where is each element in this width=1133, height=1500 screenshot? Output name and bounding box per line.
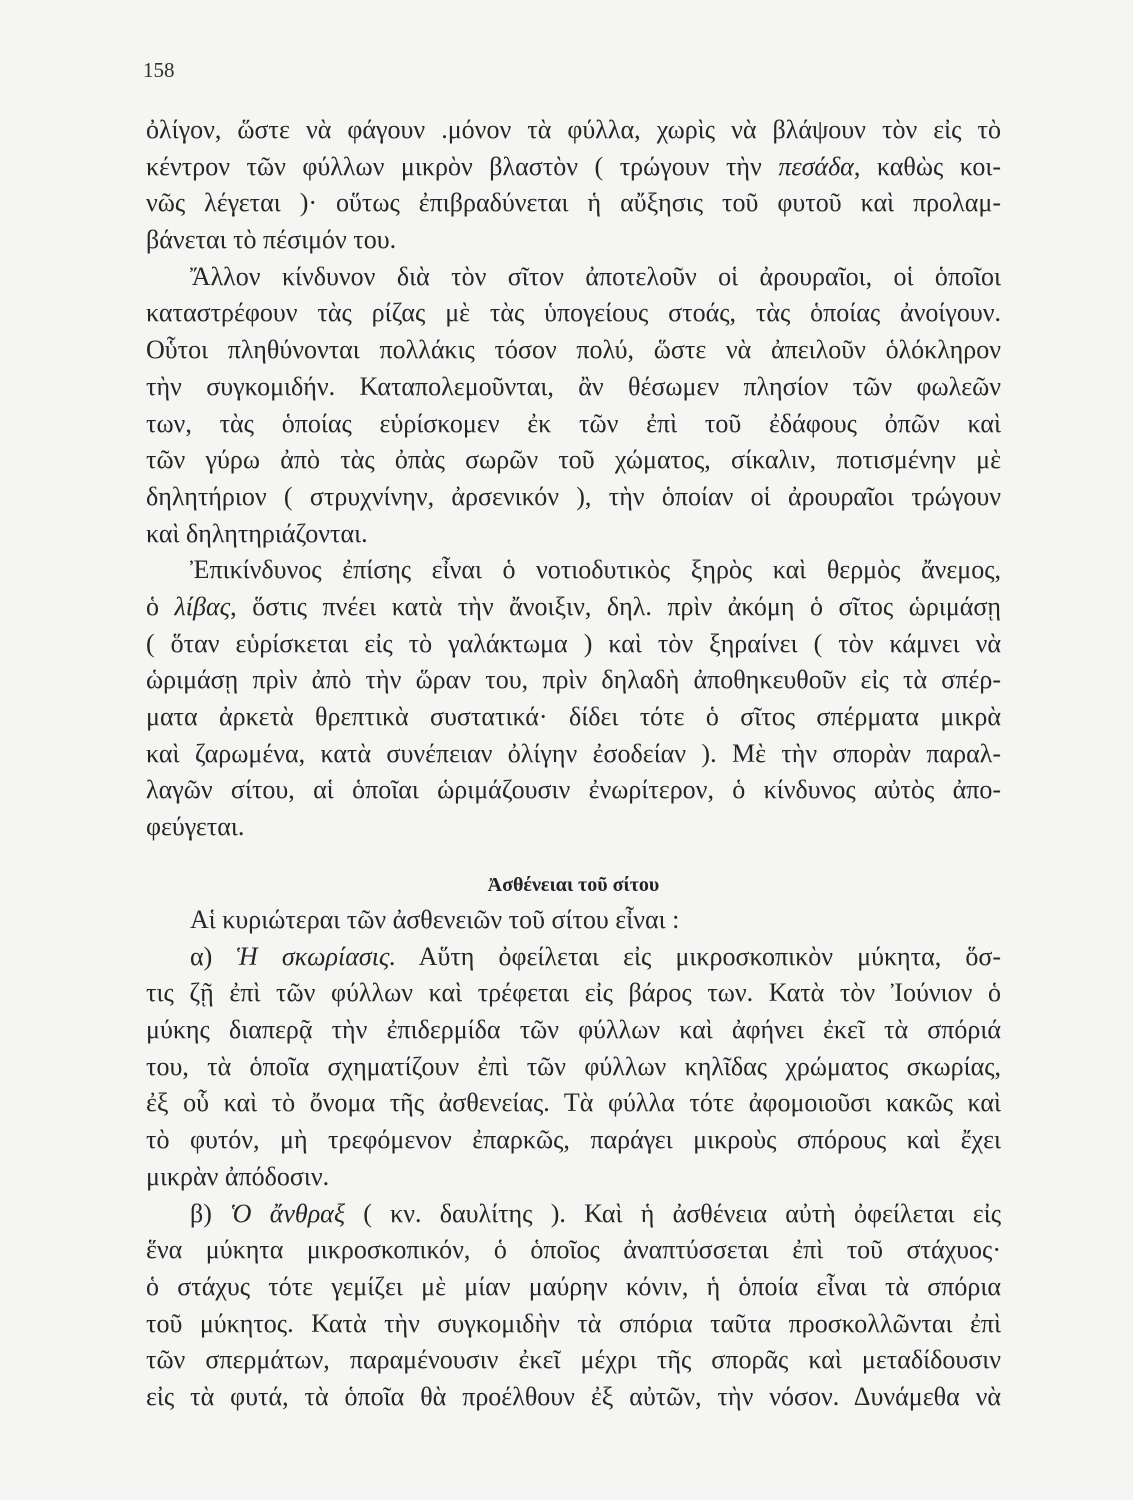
section-heading: Ἀσθένειαι τοῦ σίτου	[487, 874, 660, 896]
text-line: ὁ στάχυς τότε γεμίζει μὲ μίαν μαύρην κόνιν, ἡ ὁποία εἶναι τὰ σπόρια	[146, 1271, 1001, 1301]
italic-term: πεσάδα	[778, 151, 854, 181]
text-line: των, τὰς ὁποίας εὑρίσκομεν ἐκ τῶν ἐπὶ τοῦ ἐδάφους ὀπῶν καὶ	[146, 408, 1001, 438]
italic-term: Ὁ ἄνθραξ	[230, 1198, 345, 1228]
text-line: τὸ φυτόν, μὴ τρεφόμενον ἐπαρκῶς, παράγει μικροὺς σπόρους καὶ ἔχει	[146, 1125, 1001, 1155]
italic-term: λίβας	[174, 591, 231, 621]
text-line: τις ζῇ ἐπὶ τῶν φύλλων καὶ τρέφεται εἰς βάρος των. Κατὰ τὸν Ἰούνιον ὁ	[146, 978, 1001, 1008]
text-line: του, τὰ ὁποῖα σχηματίζουν ἐπὶ τῶν φύλλων κηλῖδας χρώματος σκωρίας,	[146, 1051, 1001, 1081]
text-line: τοῦ μύκητος. Κατὰ τὴν συγκομιδὴν τὰ σπόρια ταῦτα προσκολλῶνται ἐπὶ	[146, 1308, 1001, 1338]
text-line: Οὗτοι πληθύνονται πολλάκις τόσον πολύ, ὥστε νὰ ἀπειλοῦν ὁλόκληρον	[146, 335, 1001, 365]
text-line: Ἄλλον κίνδυνον διὰ τὸν σῖτον ἀποτελοῦν οἱ ἀρουραῖοι, οἱ ὁποῖοι	[190, 261, 1001, 291]
text-line	[146, 1196, 1001, 1233]
text-segment: ( κν. δαυλίτης ). Καὶ ἡ ἀσθένεια αὐτὴ ὀφείλεται εἰς	[344, 1198, 1001, 1228]
text-line: καὶ ζαρωμένα, κατὰ συνέπειαν ὀλίγην ἐσοδείαν ). Μὲ τὴν σπορὰν παραλ-	[146, 738, 1001, 768]
text-line: τῶν γύρω ἀπὸ τὰς ὀπὰς σωρῶν τοῦ χώματος, σίκαλιν, ποτισμένην μὲ	[146, 445, 1001, 475]
text-line: ματα ἀρκετὰ θρεπτικὰ συστατικά· δίδει τότε ὁ σῖτος σπέρματα μικρὰ	[146, 702, 1001, 731]
body-text-upper	[146, 112, 1001, 846]
text-line: τῶν σπερμάτων, παραμένουσιν ἐκεῖ μέχρι τῆς σπορᾶς καὶ μεταδίδουσιν	[146, 1345, 1001, 1375]
text-line: νῶς λέγεται )· οὕτως ἐπιβραδύνεται ἡ αὔξησις τοῦ φυτοῦ καὶ προλαμ-	[146, 188, 1001, 218]
text-segment: α)	[190, 941, 237, 971]
text-line: καταστρέφουν τὰς ρίζας μὲ τὰς ὑπογείους στοάς, τὰς ὁποίας ἀνοίγουν.	[146, 298, 1001, 328]
text-segment: , ὅστις πνέει κατὰ τὴν ἄνοιξιν, δηλ. πρὶν ἀκόμη ὁ σῖτος ὡριμάσῃ	[230, 591, 1002, 621]
text-segment: κέντρον τῶν φύλλων μικρὸν βλαστὸν ( τρώγουν τὴν	[146, 151, 779, 181]
text-line: Ἐπικίνδυνος ἐπίσης εἶναι ὁ νοτιοδυτικὸς ξηρὸς καὶ θερμὸς ἄνεμος,	[190, 555, 1001, 585]
page-number: 158	[143, 58, 175, 82]
text-line	[146, 589, 1001, 626]
text-line: ὀλίγον, ὥστε νὰ φάγουν .μόνον τὰ φύλλα, χωρὶς νὰ βλάψουν τὸν εἰς τὸ	[146, 115, 1001, 144]
text-line: μύκης διαπερᾷ τὴν ἐπιδερμίδα τῶν φύλλων καὶ ἀφήνει ἐκεῖ τὰ σπόριά	[146, 1015, 1001, 1045]
text-line: Αἱ κυριώτεραι τῶν ἀσθενειῶν τοῦ σίτου εἶναι :	[190, 905, 680, 934]
text-line: βάνεται τὸ πέσιμόν του.	[146, 225, 397, 255]
text-line: δηλητήριον ( στρυχνίνην, ἀρσενικόν ), τὴν ὁποίαν οἱ ἀρουραῖοι τρώγουν	[146, 481, 1001, 511]
text-line	[146, 149, 1001, 186]
text-line: μικρὰν ἀπόδοσιν.	[146, 1161, 330, 1191]
text-segment: , καθὼς κοι-	[853, 151, 1001, 181]
text-line: καὶ δηλητηριάζονται.	[146, 518, 368, 548]
text-line: εἰς τὰ φυτά, τὰ ὁποῖα θὰ προέλθουν ἐξ αὐτῶν, τὴν νόσον. Δυνάμεθα νὰ	[146, 1381, 1001, 1411]
text-line	[146, 939, 1001, 976]
text-line: ( ὅταν εὑρίσκεται εἰς τὸ γαλάκτωμα ) καὶ τὸν ξηραίνει ( τὸν κάμνει νὰ	[146, 628, 1001, 658]
italic-term: Ἡ σκωρίασις.	[236, 941, 396, 971]
text-line: ἕνα μύκητα μικροσκοπικόν, ὁ ὁποῖος ἀναπτύσσεται ἐπὶ τοῦ στάχυος·	[146, 1235, 1001, 1265]
text-segment: β)	[190, 1198, 231, 1228]
text-line: τὴν συγκομιδήν. Καταπολεμοῦνται, ἂν θέσωμεν πλησίον τῶν φωλεῶν	[146, 371, 1001, 401]
body-text-lower	[146, 902, 1001, 1416]
text-line: ὡριμάσῃ πρὶν ἀπὸ τὴν ὥραν του, πρὶν δηλαδὴ ἀποθηκευθοῦν εἰς τὰ σπέρ-	[146, 665, 1001, 695]
text-segment: ὁ	[146, 591, 175, 621]
text-line: λαγῶν σίτου, αἱ ὁποῖαι ὡριμάζουσιν ἐνωρίτερον, ὁ κίνδυνος αὐτὸς ἀπο-	[146, 775, 1001, 805]
text-line: ἐξ οὗ καὶ τὸ ὄνομα τῆς ἀσθενείας. Τὰ φύλλα τότε ἀφομοιοῦσι κακῶς καὶ	[146, 1088, 1001, 1118]
text-line: φεύγεται.	[146, 812, 245, 842]
text-segment: Αὕτη ὀφείλεται εἰς μικροσκοπικὸν μύκητα, ὅσ-	[395, 941, 1002, 971]
